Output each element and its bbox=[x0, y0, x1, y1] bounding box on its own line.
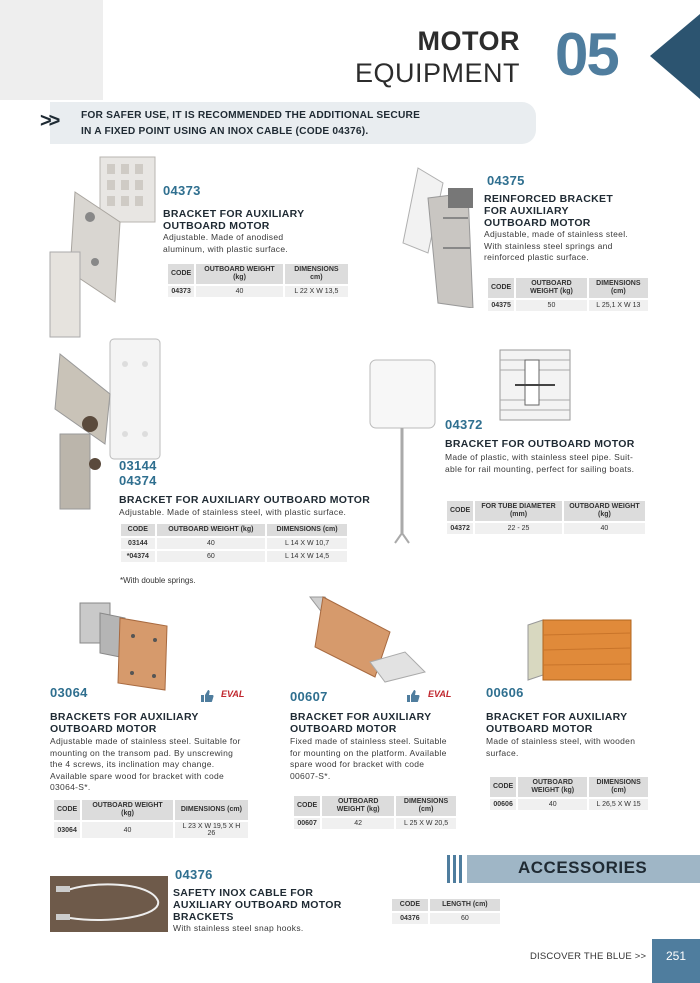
table-row: 00607 42 L 25 X W 20,5 bbox=[294, 818, 456, 829]
table-header: CODE OUTBOARD WEIGHT (kg) DIMENSIONS (cm) bbox=[54, 800, 248, 820]
page-title-motor: MOTOR bbox=[417, 26, 520, 56]
table-row: 03144 40 L 14 X W 10,7 bbox=[121, 538, 347, 549]
bracket-04372-image bbox=[365, 355, 440, 545]
spec-table-03064 bbox=[52, 798, 250, 840]
product-code-00607: 00607 bbox=[290, 689, 328, 704]
chapter-number: 05 bbox=[555, 21, 618, 88]
product-desc-04375: Adjustable, made of stainless steel. With stainless steel springs and reinforced plastic surface. bbox=[484, 229, 629, 262]
table-row: 03064 40 L 23 X W 19,5 X H 26 bbox=[54, 822, 248, 838]
table-row: 04372 22 - 25 40 bbox=[447, 523, 645, 534]
spec-table-04372 bbox=[445, 499, 647, 536]
chapter-chevron-icon bbox=[650, 14, 700, 99]
spec-table-00606 bbox=[488, 775, 650, 812]
corner-block bbox=[0, 0, 103, 100]
product-code-03144: 03144 04374 bbox=[119, 458, 157, 488]
table-header: CODE OUTBOARD WEIGHT (kg) DIMENSIONS (cm) bbox=[121, 524, 347, 536]
product-desc-04376: With stainless steel snap hooks. bbox=[173, 923, 304, 933]
table-header: CODE OUTBOARD WEIGHT (kg) DIMENSIONS (cm) bbox=[490, 777, 648, 797]
product-name-04375: REINFORCED BRACKET FOR AUXILIARY OUTBOARD MOTOR bbox=[484, 193, 614, 229]
accessories-title: ACCESSORIES bbox=[518, 858, 648, 877]
bracket-00606-image bbox=[523, 615, 635, 687]
thumbs-up-icon bbox=[200, 689, 214, 703]
notice-line-2: IN A FIXED POINT USING AN INOX CABLE (CODE 04376). bbox=[81, 126, 369, 137]
spec-table-04373 bbox=[166, 262, 350, 299]
product-code-04373: 04373 bbox=[163, 183, 201, 198]
bracket-00607-image bbox=[305, 592, 430, 684]
table-header: CODE OUTBOARD WEIGHT (kg) DIMENSIONS cm) bbox=[168, 264, 348, 284]
eval-badge-icon: EVAL bbox=[428, 689, 452, 699]
product-code-03064: 03064 bbox=[50, 685, 88, 700]
product-code-00606: 00606 bbox=[486, 685, 524, 700]
product-name-00607: BRACKET FOR AUXILIARY OUTBOARD MOTOR bbox=[290, 711, 432, 735]
table-row: *04374 60 L 14 X W 14,5 bbox=[121, 551, 347, 562]
accessories-stripes-icon bbox=[445, 855, 467, 883]
product-name-04373: BRACKET FOR AUXILIARY OUTBOARD MOTOR bbox=[163, 208, 305, 232]
product-name-04376: SAFETY INOX CABLE FOR AUXILIARY OUTBOARD MOTOR BRACKETS bbox=[173, 887, 342, 923]
spec-table-04375 bbox=[486, 276, 650, 313]
product-code-04375: 04375 bbox=[487, 173, 525, 188]
notice-line-1: FOR SAFER USE, IT IS RECOMMENDED THE ADDITIONAL SECURE bbox=[81, 110, 421, 121]
table-header: CODE OUTBOARD WEIGHT (kg) DIMENSIONS (cm) bbox=[488, 278, 648, 298]
product-name-03064: BRACKETS FOR AUXILIARY OUTBOARD MOTOR bbox=[50, 711, 199, 735]
product-desc-00607: Fixed made of stainless steel. Suitable for mounting on the platform. Available spare wood for bracket with code 00607-S*. bbox=[290, 736, 447, 781]
table-row: 04376 60 bbox=[392, 913, 500, 924]
spec-table-03144 bbox=[119, 522, 349, 564]
rail-mount-diagram bbox=[495, 345, 575, 425]
notice-arrows-icon: >> bbox=[40, 110, 58, 132]
eval-badge-icon: EVAL bbox=[221, 689, 245, 699]
spec-table-04376 bbox=[390, 897, 502, 926]
table-row: 04375 50 L 25,1 X W 13 bbox=[488, 300, 648, 311]
table-header: CODE OUTBOARD WEIGHT (kg) DIMENSIONS (cm) bbox=[294, 796, 456, 816]
bracket-04375-image bbox=[398, 158, 483, 308]
table-header: CODE LENGTH (cm) bbox=[392, 899, 500, 911]
bracket-04373-image bbox=[45, 152, 160, 342]
thumbs-up-icon bbox=[406, 689, 420, 703]
page-title-equipment: EQUIPMENT bbox=[354, 58, 520, 88]
page-number: 251 bbox=[652, 939, 700, 983]
product-desc-04372: Made of plastic, with stainless steel pipe. Suit- able for rail mounting, perfect for sailing boats. bbox=[445, 452, 635, 474]
product-desc-03144: Adjustable. Made of stainless steel, with plastic surface. bbox=[119, 507, 347, 517]
product-name-04372: BRACKET FOR OUTBOARD MOTOR bbox=[445, 438, 635, 450]
spec-table-00607 bbox=[292, 794, 458, 831]
table-row: 00606 40 L 26,5 X W 15 bbox=[490, 799, 648, 810]
safety-cable-image bbox=[50, 876, 168, 932]
footnote: *With double springs. bbox=[120, 576, 196, 585]
table-header: CODE FOR TUBE DIAMETER (mm) OUTBOARD WEIGHT (kg) bbox=[447, 501, 645, 521]
product-desc-00606: Made of stainless steel, with wooden surface. bbox=[486, 736, 636, 758]
table-row: 04373 40 L 22 X W 13,5 bbox=[168, 286, 348, 297]
notice-text bbox=[81, 108, 521, 140]
product-code-04376: 04376 bbox=[175, 867, 213, 882]
product-desc-03064: Adjustable made of stainless steel. Suitable for mounting on the transom pad. By unscrewing the 4 screws, its inclination may change. Available spare wood for bracket with code 03064-S*. bbox=[50, 736, 241, 792]
footer-tagline: DISCOVER THE BLUE >> bbox=[530, 951, 647, 962]
bracket-03064-image bbox=[75, 598, 175, 693]
product-code-04372: 04372 bbox=[445, 417, 483, 432]
product-name-03144: BRACKET FOR AUXILIARY OUTBOARD MOTOR bbox=[119, 494, 371, 506]
product-name-00606: BRACKET FOR AUXILIARY OUTBOARD MOTOR bbox=[486, 711, 628, 735]
product-desc-04373: Adjustable. Made of anodised aluminum, with plastic surface. bbox=[163, 232, 289, 254]
